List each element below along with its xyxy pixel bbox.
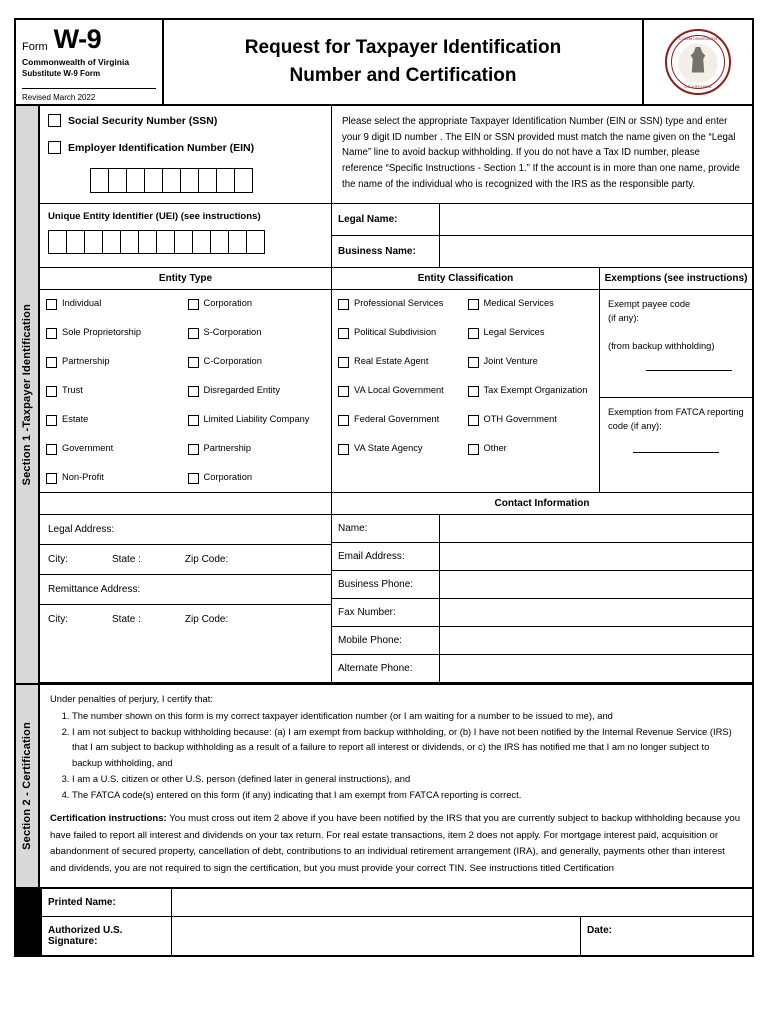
exempt-payee-line1: Exempt payee code [608,299,691,309]
entity-type-option[interactable] [188,472,326,484]
entity-type-checkbox[interactable] [188,444,199,455]
contact-row-name [332,515,752,543]
revision-date: Revised March 2022 [22,88,156,102]
entity-type-option[interactable] [46,443,184,455]
entity-class-option[interactable] [338,327,464,339]
form-subtitle: Substitute W-9 Form [22,69,101,78]
entity-type-header: Entity Type [40,268,332,289]
seal-bottom-text: OF VIRGINIA [684,84,712,89]
entity-class-checkbox[interactable] [338,328,349,339]
entity-class-label: Joint Venture [483,356,538,366]
exempt-payee-line2: (if any): [608,312,639,323]
entity-class-option[interactable] [468,385,594,397]
ein-option[interactable] [48,141,323,154]
entity-class-label: VA State Agency [354,443,423,453]
uei-digit-box[interactable] [120,230,139,254]
entity-type-option[interactable] [188,356,326,368]
address-contact-row [40,515,752,683]
entity-class-checkbox[interactable] [468,357,479,368]
entity-type-checkbox[interactable] [188,415,199,426]
entity-class-option[interactable] [338,414,464,426]
section2-side-label [16,685,40,887]
tin-digit-box[interactable] [216,168,235,193]
remittance-city-state-zip[interactable] [40,605,331,634]
uei-names-block [40,204,752,268]
exempt-payee-block [600,290,752,398]
contact-business-phone-input[interactable] [440,571,752,598]
entity-headers [40,268,752,290]
entity-type-checkbox[interactable] [46,357,57,368]
entity-type-label: C-Corporation [203,356,262,366]
certification-item: 3. I am a U.S. citizen or other U.S. person (defined later in general instructions), and [72,771,742,786]
exempt-payee-input[interactable] [646,370,732,371]
entity-type-checkbox[interactable] [46,299,57,310]
section1-side-label [16,106,40,683]
business-name-label: Business Name: [332,236,440,267]
remittance-state-label: State : [112,614,141,625]
form-title-block [164,20,644,104]
entity-type-option[interactable] [188,327,326,339]
entity-class-option[interactable] [338,356,464,368]
uei-digit-boxes[interactable] [48,230,323,254]
business-name-row [332,236,752,267]
contact-header-row [40,493,752,515]
form-identity-block [16,20,164,104]
entity-class-label: VA Local Government [354,385,444,395]
entity-type-option[interactable] [46,385,184,397]
legal-name-row [332,204,752,236]
signature-label: Authorized U.S. Signature: [42,917,172,955]
uei-digit-box[interactable] [210,230,229,254]
ein-checkbox[interactable] [48,141,61,154]
tin-digit-box[interactable] [180,168,199,193]
contact-name-label: Name: [332,515,440,542]
tin-digit-box[interactable] [162,168,181,193]
exemptions-block [600,290,752,492]
signature-block [42,889,752,955]
legal-state-label: State : [112,554,141,565]
entity-class-checkbox[interactable] [468,415,479,426]
entity-body [40,290,752,493]
legal-name-label: Legal Name: [332,204,440,235]
agency-name: Commonwealth of Virginia [22,57,130,67]
date-label: Date: [580,917,752,955]
entity-type-checkbox[interactable] [46,328,57,339]
legal-address-label: Legal Address: [40,515,331,545]
tin-instructions-block [332,106,752,203]
business-name-input[interactable] [440,236,752,267]
contact-business-phone-label: Business Phone: [332,571,440,598]
entity-class-option[interactable] [338,385,464,397]
contact-header-spacer [40,493,332,514]
uei-digit-box[interactable] [174,230,193,254]
entity-class-checkbox[interactable] [338,415,349,426]
entity-type-option[interactable] [46,298,184,310]
uei-digit-box[interactable] [138,230,157,254]
entity-classification-options [332,290,600,492]
entity-class-option[interactable] [338,298,464,310]
tin-digit-box[interactable] [198,168,217,193]
form-word: Form [22,41,48,53]
ssn-checkbox[interactable] [48,114,61,127]
entity-type-grid [46,298,325,484]
certification-item: 4. The FATCA code(s) entered on this form (if any) indicating that I am exempt from FATCA reporting is correct. [72,787,742,802]
form-number-row [22,26,156,53]
certification-item: 1. The number shown on this form is my correct taxpayer identification number (or I am waiting for a number to be issued to me), and [72,708,742,723]
certification-instructions-title: Certification instructions: [50,813,167,825]
entity-type-checkbox[interactable] [188,473,199,484]
entity-type-checkbox[interactable] [46,444,57,455]
form-header [16,20,752,106]
tin-digit-box[interactable] [90,168,109,193]
contact-email-input[interactable] [440,543,752,570]
entity-type-label: Estate [62,414,89,424]
seal-top-text: COMMONWEALTH [678,36,718,41]
entity-type-checkbox[interactable] [46,473,57,484]
entity-type-checkbox[interactable] [46,415,57,426]
signature-side-bar [16,889,42,955]
section1-side-label-text: Section 1 -Taxpayer Identification [21,303,33,486]
uei-digit-box[interactable] [156,230,175,254]
entity-class-checkbox[interactable] [338,357,349,368]
tin-digit-boxes[interactable] [90,168,323,193]
names-block [332,204,752,267]
entity-type-label: Corporation [203,298,253,308]
entity-class-label: Legal Services [483,327,545,337]
w9-form [14,18,754,957]
entity-class-option[interactable] [338,443,464,455]
printed-name-row [42,889,752,917]
contact-alternate-input[interactable] [440,655,752,682]
entity-class-checkbox[interactable] [468,386,479,397]
fatca-code-input[interactable] [633,452,719,453]
contact-mobile-input[interactable] [440,627,752,654]
entity-class-label: OTH Government [483,414,557,424]
uei-digit-box[interactable] [102,230,121,254]
contact-email-label: Email Address: [332,543,440,570]
remittance-city-label: City: [48,614,68,625]
entity-type-label: S-Corporation [203,327,262,337]
fatca-line2: code (if any): [608,420,662,431]
entity-class-option[interactable] [468,356,594,368]
remittance-address-label: Remittance Address: [40,575,331,605]
contact-fields-block [332,515,752,682]
entity-type-label: Sole Proprietorship [62,327,142,337]
uei-block [40,204,332,267]
entity-type-label: Limited Liability Company [203,414,310,424]
entity-type-checkbox[interactable] [188,386,199,397]
certification-instructions [50,811,742,877]
uei-digit-box[interactable] [84,230,103,254]
tin-block [40,106,752,204]
form-title-line2: Number and Certification [289,65,517,86]
entity-type-option[interactable] [46,414,184,426]
section1-content [40,106,752,683]
contact-name-input[interactable] [440,515,752,542]
section2-row [16,683,752,887]
entity-class-checkbox[interactable] [338,444,349,455]
entity-type-options [40,290,332,492]
contact-fax-input[interactable] [440,599,752,626]
contact-information-header: Contact Information [494,498,590,509]
uei-label: Unique Entity Identifier (UEI) (see instructions) [48,211,261,222]
entity-class-label: Tax Exempt Organization [483,385,588,395]
uei-digit-box[interactable] [228,230,247,254]
contact-fax-label: Fax Number: [332,599,440,626]
seal-container [644,20,752,104]
printed-name-label: Printed Name: [42,889,172,916]
signature-date-row [42,917,752,955]
entity-class-label: Real Estate Agent [354,356,429,366]
uei-digit-box[interactable] [192,230,211,254]
entity-type-option[interactable] [188,298,326,310]
tin-instructions: Please select the appropriate Taxpayer Identification Number (EIN or SSN) type and enter your 9 digit ID number . The EIN or SSN provided must match the name given on the “Legal Name” line to avoid backup withholding. If you do not have a Tax ID number, please reference “Specific Instructions - Section 1.” If the account is in more than one name, provide the name of the individual who is recognized with the IRS as the responsible party. [342,116,740,190]
form-number: W-9 [53,24,102,54]
entity-class-label: Medical Services [483,298,554,308]
section1-row [16,106,752,683]
uei-digit-box[interactable] [66,230,85,254]
entity-classification-header: Entity Classification [332,268,600,289]
entity-type-option[interactable] [188,385,326,397]
entity-type-option[interactable] [188,414,326,426]
entity-type-label: Partnership [203,443,252,453]
entity-type-checkbox[interactable] [46,386,57,397]
legal-name-input[interactable] [440,204,752,235]
entity-type-checkbox[interactable] [188,299,199,310]
entity-class-checkbox[interactable] [468,328,479,339]
entity-type-label: Corporation [203,472,253,482]
legal-city-label: City: [48,554,68,565]
entity-type-checkbox[interactable] [188,357,199,368]
contact-mobile-label: Mobile Phone: [332,627,440,654]
exempt-payee-line3: (from backup withholding) [608,340,715,351]
entity-type-option[interactable] [46,356,184,368]
contact-row-alternate [332,655,752,682]
entity-class-label: Political Subdivision [354,327,437,337]
entity-type-option[interactable] [188,443,326,455]
entity-type-checkbox[interactable] [188,328,199,339]
certification-item: 2. I am not subject to backup withholding because: (a) I am exempt from backup withholding, or (b) I have not been notified by the Internal Revenue Service (IRS) that I am subject to backup withholding as a result of a failure to report all interest or dividends, or c) the IRS has notified me that I am no longer subject to backup withholding, and [72,724,742,770]
printed-name-input[interactable] [172,889,752,916]
entity-type-label: Trust [62,385,83,395]
entity-type-label: Partnership [62,356,110,366]
tin-digit-box[interactable] [126,168,145,193]
contact-alternate-label: Alternate Phone: [332,655,440,682]
form-title-line1: Request for Taxpayer Identification [244,37,562,59]
entity-class-option[interactable] [468,298,594,310]
uei-digit-box[interactable] [246,230,265,254]
virginia-seal-icon [665,29,731,95]
tin-digit-box[interactable] [144,168,163,193]
entity-class-option[interactable] [468,414,594,426]
entity-class-checkbox[interactable] [468,299,479,310]
uei-digit-box[interactable] [48,230,67,254]
tin-digit-box[interactable] [234,168,253,193]
section2-content [40,685,752,887]
remittance-zip-label: Zip Code: [184,614,229,625]
entity-type-option[interactable] [46,472,184,484]
entity-type-label: Government [62,443,114,453]
exemptions-header: Exemptions (see instructions) [604,273,748,284]
entity-class-label: Other [483,443,507,453]
entity-type-label: Disregarded Entity [203,385,280,395]
certification-intro: Under penalties of perjury, I certify that: [50,693,213,704]
contact-row-business-phone [332,571,752,599]
entity-class-label: Federal Government [354,414,440,424]
entity-class-checkbox[interactable] [468,444,479,455]
legal-city-state-zip[interactable] [40,545,331,575]
legal-zip-label: Zip Code: [184,554,229,565]
certification-list [64,708,742,802]
contact-row-email [332,543,752,571]
entity-type-label: Individual [62,298,102,308]
entity-type-option[interactable] [46,327,184,339]
certification-instructions-body: You must cross out item 2 above if you have been notified by the IRS that you are currently subject to backup withholding because you have failed to report all interest and dividends on your tax return. For real estate transactions, item 2 does not apply. For mortgage interest paid, acquisition or abandonment of secured property, cancellation of debt, contributions to an individual retirement arrangement (IRA), and generally, payments other than interest and dividends, you are not required to sign the certification, but you must provide your correct TIN. See instructions titled Certification [50,813,741,874]
signature-input[interactable] [172,917,580,955]
entity-class-label: Professional Services [354,298,444,308]
tin-selection [40,106,332,203]
signature-row [16,887,752,955]
entity-classification-grid [338,298,593,455]
entity-type-label: Non-Profit [62,472,104,482]
fatca-block [600,398,752,459]
contact-row-mobile [332,627,752,655]
tin-digit-box[interactable] [108,168,127,193]
contact-row-fax [332,599,752,627]
address-block [40,515,332,682]
entity-class-checkbox[interactable] [338,386,349,397]
ein-label: Employer Identification Number (EIN) [68,141,255,154]
entity-class-option[interactable] [468,327,594,339]
section2-side-label-text: Section 2 - Certification [21,722,33,851]
ssn-label: Social Security Number (SSN) [68,114,218,127]
ssn-option[interactable] [48,114,323,127]
entity-class-option[interactable] [468,443,594,455]
entity-class-checkbox[interactable] [338,299,349,310]
fatca-line1: Exemption from FATCA reporting [608,407,744,417]
